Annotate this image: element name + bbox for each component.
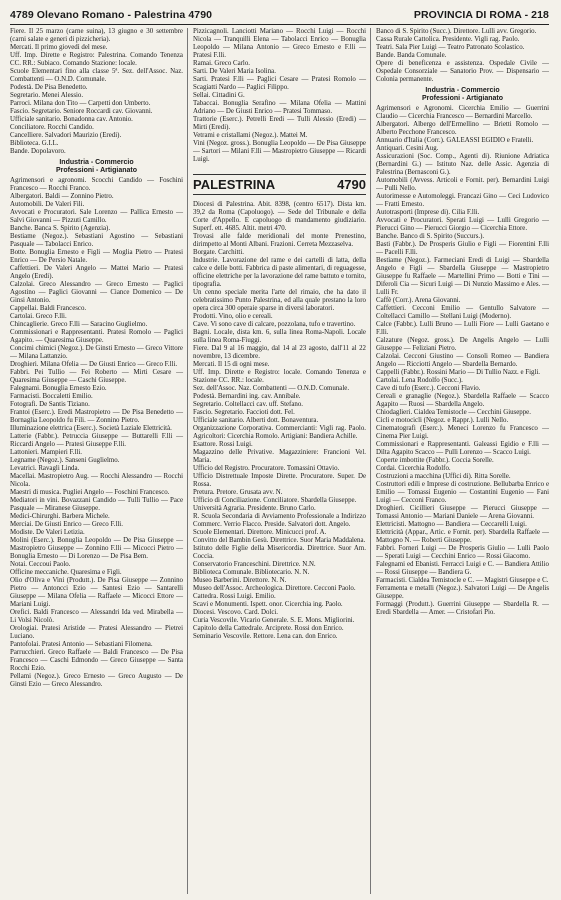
- directory-entry: Cattedra. Rossi Luigi. Emilio.: [193, 593, 276, 600]
- palestrina-trades: [376, 105, 549, 617]
- directory-entry: Cancelliere. Salvadori Maurizio (Eredi).: [10, 132, 122, 139]
- directory-entry: Podestà. De Pisa Benedetto.: [10, 84, 88, 91]
- directory-entry: Avvocati e Procuratori. Sperati Luigi — Lulli Gregorio — Pierucci Gino — Pierucci Giorgio — Cicerchia Ettore.: [376, 217, 549, 233]
- directory-entry: Levatrici. Ravagli Linda.: [10, 465, 80, 473]
- directory-entry: Autotrasporti (Imprese di). Cilia F.lli.: [376, 209, 480, 217]
- directory-entry: Bagni. Locale, dista km. 6, sulla linea Roma-Napoli. Locale sulla linea Roma-Fiuggi.: [193, 329, 366, 344]
- running-head-left: 4789 Olevano Romano - Palestrina 4790: [10, 9, 213, 21]
- directory-entry: Fotografi. De Santis Tiziano.: [10, 401, 90, 409]
- directory-entry: Pizzicagnoli. Lanciotti Mariano — Rocchi Luigi — Rocchi Nicola — Tranquilli Elena — Tabolacci Enrico — Bonuglia Leopoldo — Milana Antonio — Greco Ernesto e F.lli — Pratesi F.lli.: [193, 28, 366, 59]
- directory-entry: Formaggi (Produtt.). Guerrini Giuseppe — Sbardella R. — Eredi Sbardella — Amer. — Cristofari Pio.: [376, 601, 549, 617]
- directory-entry: Elettricisti. Mattogno — Bandiera — Ceccarelli Luigi.: [376, 521, 527, 529]
- directory-entry: Conciliatore. Rocchi Candido.: [10, 124, 94, 131]
- palestrina-institutions: [376, 28, 549, 84]
- directory-entry: Cappelli (Fabbr.). Rossini Mario — Di Tullio Nazz. e Figli.: [376, 369, 541, 377]
- directory-entry: Un cenno speciale merita l'arte del rimaio, che ha dato il celebratissimo Punto Palestrina, ed alla quale prestano la loro opera circa 300 operaie sparse in diversi laboratori.: [193, 289, 366, 312]
- directory-entry: Chiodaglieri. Cialdea Temistocle — Cecchini Giuseppe.: [376, 409, 531, 417]
- directory-entry: R. Scuola Secondaria di Avviamento Professionale a Indirizzo Commerc. Verrio Flacco. Preside. Salvatori dott. Angelo.: [193, 513, 366, 528]
- directory-entry: Calzature (Negoz. gross.). De Angelis Angelo — Lulli Giuseppe — Feliziani Pietro.: [376, 337, 549, 353]
- directory-entry: Costruzioni a macchina (Uffici di). Ritta Sorelle.: [376, 473, 511, 481]
- directory-entry: Fiere. Il 25 marzo (carne suina), 13 giugno e 30 settembre (carni salate e generi di pizzicheria).: [10, 28, 183, 43]
- directory-entry: Commissionari e Rappresentanti. Pratesi Romolo — Paglici Agapito. — Quaresima Giuseppe.: [10, 329, 183, 345]
- directory-entry: Diocesi. Vescovo. Card. Dolci.: [193, 609, 279, 616]
- directory-entry: Istituto delle Figlie della Misericordia. Direttrice. Suor Am. Coccia.: [193, 545, 366, 560]
- directory-entry: Droghieri. Milana Ofelia — De Giusti Enrico — Greco F.lli.: [10, 361, 178, 369]
- directory-entry: Calce (Fabbr.). Lulli Bruno — Lulli Fiore — Lulli Gaetano e F.lli.: [376, 321, 549, 337]
- directory-entry: Albergatori. Albergo dell'Ermellino — Brietti Romolo — Alberto Pecchone Francesco.: [376, 121, 549, 137]
- directory-entry: Cicli e motocicli (Negoz. e Rappr.). Lulli Nello.: [376, 417, 509, 425]
- page-header: [10, 6, 549, 25]
- running-head-right: [414, 9, 549, 21]
- directory-entry: Vetrami e cristallami (Negoz.). Mattei M.: [193, 132, 308, 139]
- directory-entry: Biblioteca. G.I.L.: [10, 140, 59, 147]
- directory-entry: Vini (Negoz. gross.). Bonuglia Leopoldo — De Pisa Giuseppe — Sartori — Milani F.lli — Mastropietro Giuseppe — Ricardi Luigi.: [193, 140, 366, 163]
- directory-entry: Commissionari e Rappresentanti. Galeassi Egidio e F.lli — Dilta Agapito Scacco — Pulli Lorenzo — Scacco Luigi.: [376, 441, 549, 457]
- directory-entry: Organizzazione Corporativa. Commercianti: Vigli rag. Paolo. Agricoltori: Cicerchia Romolo. Artigiani: Bandiera Achille.: [193, 425, 366, 440]
- directory-entry: Caffettieri. De Valeri Angelo — Mattei Mario — Pratesi Angelo (Eredi).: [10, 265, 183, 281]
- directory-entry: Officine meccaniche. Quaresima e Figli.: [10, 569, 122, 577]
- directory-entry: Farmacisti. Cialdea Temistocle e C. — Magistri Giuseppe e C.: [376, 577, 549, 585]
- directory-entry: Bande. Dopolavoro.: [10, 148, 66, 155]
- directory-entry: Coperte imbottite (Fabbr.). Coccia Sorelle.: [376, 457, 494, 465]
- directory-entry: Annuario d'Italia (Corr.). GALEASSI EGIDIO e Fratelli.: [376, 137, 534, 145]
- directory-entry: Avvocati e Procuratori. Sale Lorenzo — Pallica Ernesto — Salvi Giovanni — Pizzuti Camillo.: [10, 209, 183, 225]
- town-number: 4790: [337, 177, 366, 192]
- directory-entry: Calzolai. Greco Alessandro — Greco Ernesto — Paglici Agostino — Paglici Giovanni — Ciance Domenico — De Ginsi Antonio.: [10, 281, 183, 305]
- directory-entry: Droghieri. Cicillieri Giuseppe — Pierucci Giuseppe — Tomassi Antonio — Mariani Daniele — Arena Giovanni.: [376, 505, 549, 521]
- directory-entry: Latterie (Fabbr.). Petruccia Giuseppe — Buttarelli F.lli — Riccardi Angelo — Pratesi Giuseppe F.lli.: [10, 433, 183, 449]
- directory-entry: Caffè (Corr.). Arena Giovanni.: [376, 297, 461, 305]
- directory-entry: Pellami (Negoz.). Greco Ernesto — Greco Augusto — De Ginsti Ezio — Greco Alessandro.: [10, 673, 183, 689]
- directory-entry: Parroci. Milana don Tito — Carpetti don Umberto.: [10, 100, 151, 107]
- directory-entry: Cartolai. Greco F.lli.: [10, 313, 67, 321]
- directory-entry: Farmacisti. Boccaletti Emilio.: [10, 393, 93, 401]
- directory-entry: Scavi e Monumenti. Ispett. onor. Cicerchia ing. Paolo.: [193, 601, 343, 608]
- directory-entry: Esattore. Rossi Luigi.: [193, 441, 253, 448]
- olevano-intro: [10, 28, 183, 156]
- directory-entry: Agrimensori e agronomi. Scocchi Candido — Foschini Francesco — Rocchi Franco.: [10, 177, 183, 193]
- directory-entry: Mercati. Il primo giovedì del mese.: [10, 44, 108, 51]
- directory-entry: Banco di S. Spirito (Succ.). Direttore. Lulli avv. Gregorio.: [376, 28, 537, 35]
- directory-entry: Sellai. Cittadini G.: [193, 92, 245, 99]
- directory-entry: Illuminazione elettrica (Eserc.). Società Laziale Elettricità.: [10, 425, 172, 433]
- directory-entry: Assicurazioni (Soc. Comp., Agenti di). Riunione Adriatica (Bernardini G.) — Istituto Naz. delle Assic. Agenzia di Palestrina (Bernasconi G.).: [376, 153, 549, 177]
- column-1: [10, 28, 188, 894]
- directory-entry: Bestiame (Negoz.). Sebastiani Agostino — Sebastiani Pasquale — Tabolacci Enrico.: [10, 233, 183, 249]
- directory-entry: Uff. Imp. Dirette e Registro: Palestrina. Comando Tenenza CC. RR.: Subiaco. Comando Stazione: locale.: [10, 52, 183, 67]
- directory-entry: Lattonieri. Mampieri F.lli.: [10, 449, 82, 457]
- directory-entry: Elettricità (Appar., Artic. e Fornit. per). Sbardella Raffaele — Mattogno N. — Roberti Giuseppe.: [376, 529, 549, 545]
- directory-entry: Orefici. Baldi Francesco — Alessandri Ida ved. Mirabella — Li Volsi Nicolò.: [10, 609, 183, 625]
- directory-entry: Sarti. De Valeri Maria Isolina.: [193, 68, 276, 75]
- directory-entry: Mercati. Il 15 di ogni mese.: [193, 361, 270, 368]
- directory-entry: Olio d'Oliva e Vini (Produtt.). De Pisa Giuseppe — Zonnino Pietro — Antoncci Ezio — Santesi Ezio — Santarelli Giuseppe — Milana Ofelia — Raffaele — Micocci Ettore — Mariani Luigi.: [10, 577, 183, 609]
- directory-entry: Scuole Elementari. Direttore. Minicucci prof. A.: [193, 529, 327, 536]
- directory-entry: Falegnami. Bonuglia Ernesto Ezio.: [10, 385, 107, 393]
- directory-entry: Ufficio Distrettuale Imposte Dirette. Procuratore. Super. De Rossa.: [193, 473, 366, 488]
- directory-columns: [10, 28, 549, 894]
- directory-entry: Uff. Imp. Dirette e Registro: locale. Comando Tenenza e Stazione CC. RR.: locale.: [193, 369, 366, 384]
- directory-entry: Frantoi (Eserc.). Eredi Mastropietro — De Pisa Benedetto — Bornaglia Leopoldo fu Fili. — Zonnino Pietro.: [10, 409, 183, 425]
- directory-entry: Industrie. Lavorazione del rame e dei cartelli di latta, della calce e delle botti. Fabbrica di paste alimentari, di reguagesse, officine elettriche per la lavorazione del rame battuto e tornito, tipografia.: [193, 257, 366, 288]
- directory-entry: Ufficiale sanitario. Bonadonna cav. Antonio.: [10, 116, 133, 123]
- directory-entry: Modiste. De Valeri Letizia.: [10, 529, 85, 537]
- directory-entry: Falegnami ed Ebanisti. Ferracci Luigi e C. — Bandiera Attilio — Rossi Giuseppe — Bandiera G.: [376, 561, 549, 577]
- directory-entry: Ufficiale sanitario. Alberti dott. Bonaventura.: [193, 417, 319, 424]
- directory-entry: Autorimesse e Automoleggi. Francazi Gino — Ceci Ludovico — Fratti Ernesto.: [376, 193, 549, 209]
- directory-entry: Segretario. Menei Alessio.: [10, 92, 84, 99]
- directory-entry: Cave. Vi sono cave di calcare, pozzolana, tufo e travertino.: [193, 321, 356, 328]
- directory-entry: Ufficio di Conciliazione. Conciliatore. Sbardella Giuseppe.: [193, 497, 357, 504]
- directory-entry: Orologiai. Pratesi Aristide — Pratesi Alessandro — Pietrei Luciano.: [10, 625, 183, 641]
- column-3: [376, 28, 549, 894]
- section-heading: Industria - Commercio Professioni - Artigianato: [421, 87, 504, 103]
- directory-entry: Ferramenta e metalli (Negoz.). Salvatori Luigi — De Angelis Giuseppe.: [376, 585, 549, 601]
- province-title: PROVINCIA DI ROMA: [413, 9, 522, 21]
- directory-entry: Borgate. Carchitti.: [193, 249, 244, 256]
- directory-entry: Museo dell'Assoc. Archeologica. Direttore. Cecconi Paolo.: [193, 585, 356, 592]
- directory-entry: Magazzino delle Privative. Magazziniere: Francioni Vel. Maria.: [193, 449, 366, 464]
- directory-entry: Scuole Elementari fino alla classe 5ª. Sez. dell'Assoc. Naz. Combattenti — O.N.D. Comunale.: [10, 68, 183, 83]
- directory-entry: Cassa Rurale Cattolica. Presidente. Vigli rag. Paolo.: [376, 36, 520, 43]
- directory-entry: Trattorie (Eserc.). Petrelli Eredi — Tulli Alessio (Eredi) — Mirti (Eredi).: [193, 116, 366, 131]
- directory-entry: Trovasi alle falde meridionali del monte Prenestino, dirimpetto al Monti Albani. Frazioni. Cerreta Mezzaselva.: [193, 233, 366, 248]
- directory-entry: Fabbri. Pei Tullio — Fei Roberto — Mirti Cesare — Quaresima Giuseppe — Caschi Giuseppe.: [10, 369, 183, 385]
- directory-entry: Bande. Banda Comunale.: [376, 52, 447, 59]
- directory-entry: Antiquari. Cesini Aug.: [376, 145, 439, 153]
- directory-entry: Conservatorio Franceschini. Direttrice. N.N.: [193, 561, 316, 568]
- directory-entry: Fascio. Segretario. Seniore Roccardi cav. Giovanni.: [10, 108, 153, 115]
- directory-entry: Banche. Banca S. Spirito (Agenzia).: [10, 225, 111, 233]
- directory-entry: Convitto del Bambin Gesù. Direttrice. Suor Maria Maddalena.: [193, 537, 366, 544]
- directory-entry: Curia Vescovile. Vicario Generale. S. E. Mons. Migliorini.: [193, 617, 355, 624]
- directory-entry: Ufficio del Registro. Procuratore. Tomassini Ottavio.: [193, 465, 340, 472]
- palestrina-description: [193, 201, 366, 641]
- directory-entry: Parrucchieri. Greco Raffaele — Baldi Francesco — De Pisa Francesco — Caschi Edmondo — Greco Giuseppe — Santa Rocchi Ezio.: [10, 649, 183, 673]
- directory-entry: Opere di beneficenza e assistenza. Ospedale Civile — Ospedale Consorziale — Sanatorio Prov. — Dispensario — Colonia permanente.: [376, 60, 549, 83]
- directory-entry: Cordai. Cicerchia Rodolfo.: [376, 465, 451, 473]
- directory-entry: Pantofolai. Pratesi Antonio — Sebastiani Filomena.: [10, 641, 153, 649]
- directory-entry: Costruttori edili e Imprese di costruzione. Bellubarba Enrico e Emilio — Tomassi Eugenio — Costantini Eugenio — Fani Luigi — Cecconi Franco.: [376, 481, 549, 505]
- directory-entry: Fiere. Dal 9 al 16 maggio, dal 14 al 23 agosto, dall'11 al 22 novembre, 13 dicembre.: [193, 345, 366, 360]
- directory-entry: Bestiame (Negoz.). Farmeciani Eredi di Luigi — Sbardella Angelo e Figli — Sbardella Giuseppe — Mastropietro Giuseppe fu Raffaele — Martellini Primo — Botti e Tini — Diferoli Cia — Sicuri Luigi — Di Nunzio Massimo e Ales. — Lulli Fr.: [376, 257, 549, 297]
- town-heading: [193, 174, 366, 195]
- directory-entry: Cereali e granaglie (Negoz.). Sbardella Raffaele — Scacco Agapito — Ruosi — Sbardella Angelo.: [376, 393, 549, 409]
- directory-entry: Molini (Eserc.). Bonuglia Leopoldo — De Pisa Giuseppe — Mastropietro Giuseppe — Zonnino F.lli — Micocci Pietro — Bonuglia Ernesto — Di Lorenzo — De Pisa Bem.: [10, 537, 183, 561]
- section-heading: Industria - Commercio Professioni - Artigianato: [55, 159, 138, 175]
- directory-entry: Prodotti. Vino, olio e cereali.: [193, 313, 273, 320]
- directory-entry: Concimi chimici (Negoz.). De Ginsti Ernesto — Greco Vittore — Milana Lattanzio.: [10, 345, 183, 361]
- page-number: - 218: [524, 9, 549, 21]
- directory-entry: Macellai. Mastropietro Aug. — Rocchi Alessandro — Rocchi Nicola.: [10, 473, 183, 489]
- directory-entry: Seminario Vescovile. Rettore. Lena can. don Enrico.: [193, 633, 338, 640]
- directory-entry: Agrimensori e Agronomi. Cicerchia Emilio — Guerrini Claudio — Cicerchia Francesco — Bernardini Marcello.: [376, 105, 549, 121]
- directory-entry: Maestri di musica. Pugliei Angelo — Foschini Francesco.: [10, 489, 170, 497]
- olevano-trades-cont: [193, 28, 366, 164]
- column-2: [193, 28, 371, 894]
- directory-entry: Fascio. Segretario. Faccioti dott. Fel.: [193, 409, 295, 416]
- directory-entry: Capitolo della Cattedrale. Arciprete. Rossi don Enrico.: [193, 625, 344, 632]
- directory-entry: Mediatori in vini. Bovazzani Candido — Tulli Tullio — Pace Pasquale — Miranese Giuseppe.: [10, 497, 183, 513]
- directory-entry: Cinematografi (Eserc.). Meneci Lorenzo fu Francesco — Cinema Pier Luigi.: [376, 425, 549, 441]
- directory-entry: Ramai. Greco Carlo.: [193, 60, 251, 67]
- directory-entry: Biblioteca Comunale. Bibliotecario. N. N.: [193, 569, 310, 576]
- directory-entry: Pretura. Pretore. Grusata avv. N.: [193, 489, 283, 496]
- directory-entry: Museo Barberini. Direttore. N. N.: [193, 577, 287, 584]
- directory-entry: Caffettieri. Cecconi Emilio — Gentullo Salvatore — Coltellacci Camillo — Stellani Luigi (Moderno).: [376, 305, 549, 321]
- directory-entry: Tabaccai. Bonuglia Serafino — Milana Ofelia — Mattini Adriano — De Giusti Enrico — Pratesi Tommaso.: [193, 100, 366, 115]
- directory-entry: Teatri. Sala Pier Luigi — Teatro Patronato Scolastico.: [376, 44, 525, 51]
- directory-entry: Merciai. De Giusti Enrico — Greco F.lli.: [10, 521, 123, 529]
- directory-entry: Medici-Chirurghi. Barbera Michele.: [10, 513, 110, 521]
- directory-entry: Segretario. Coltellacci cav. uff. Stefano.: [193, 401, 304, 408]
- directory-entry: Università Agraria. Presidente. Bruno Carlo.: [193, 505, 316, 512]
- directory-entry: Sarti. Pratesi F.lli — Paglici Cesare — Pratesi Romolo — Scagiatti Nardo — Paglici Filippo.: [193, 76, 366, 91]
- directory-entry: Automobili. De Valeri Fili.: [10, 201, 85, 209]
- directory-entry: Podestà. Bernardini ing. cav. Annibale.: [193, 393, 301, 400]
- directory-entry: Fabbri. Forneri Luigi — De Prosperis Giulio — Lulli Paolo — Sperati Luigi — Cecchini Enrico — Rossi Giacomo.: [376, 545, 549, 561]
- olevano-trades: [10, 177, 183, 689]
- directory-entry: Albergatori. Baldi — Zonnino Pietro.: [10, 193, 114, 201]
- directory-entry: Legname (Negoz.). Sanseni Guglielmo.: [10, 457, 120, 465]
- directory-entry: Calzolai. Cecconi Giustino — Consoli Romeo — Bandiera Angelo — Ricciotti Angelo — Sbardella Bernardo.: [376, 353, 549, 369]
- directory-entry: Cappellai. Baldi Francesco.: [10, 305, 87, 313]
- directory-entry: Cartolai. Lena Rodolfo (Succ.).: [376, 377, 463, 385]
- directory-entry: Sez. dell'Assoc. Naz. Combattenti — O.N.D. Comunale.: [193, 385, 350, 392]
- town-name: PALESTRINA: [193, 177, 276, 192]
- directory-entry: Diocesi di Palestrina. Abit. 8398, (centro 6517). Dista km. 39,2 da Roma (Capoluogo). — Sede del Tribunale e della Corte d'Appello. E capoluogo di mandamento giudiziario. Superf. ett. 4685. Altit. metri 470.: [193, 201, 366, 232]
- directory-entry: Basti (Fabbr.). De Prosperis Giulio e Figli — Fiorentini F.lli — Pacelli F.lli.: [376, 241, 549, 257]
- directory-entry: Botte. Bonuglia Ernesto e Figli — Moglia Pietro — Pratesi Enrico — De Persio Natale.: [10, 249, 183, 265]
- directory-entry: Banche. Banco di S. Spirito (Succurs.).: [376, 233, 485, 241]
- directory-entry: Automobili (Avvess. Articoli e Fornit. per). Bernardini Luigi — Pulli Nello.: [376, 177, 549, 193]
- directory-entry: Cave di tufo (Eserc.). Cecconi Flavio.: [376, 385, 481, 393]
- directory-entry: Chincaglierie. Greco F.lli — Saracino Guglielmo.: [10, 321, 148, 329]
- directory-entry: Notai. Ceccoui Paolo.: [10, 561, 71, 569]
